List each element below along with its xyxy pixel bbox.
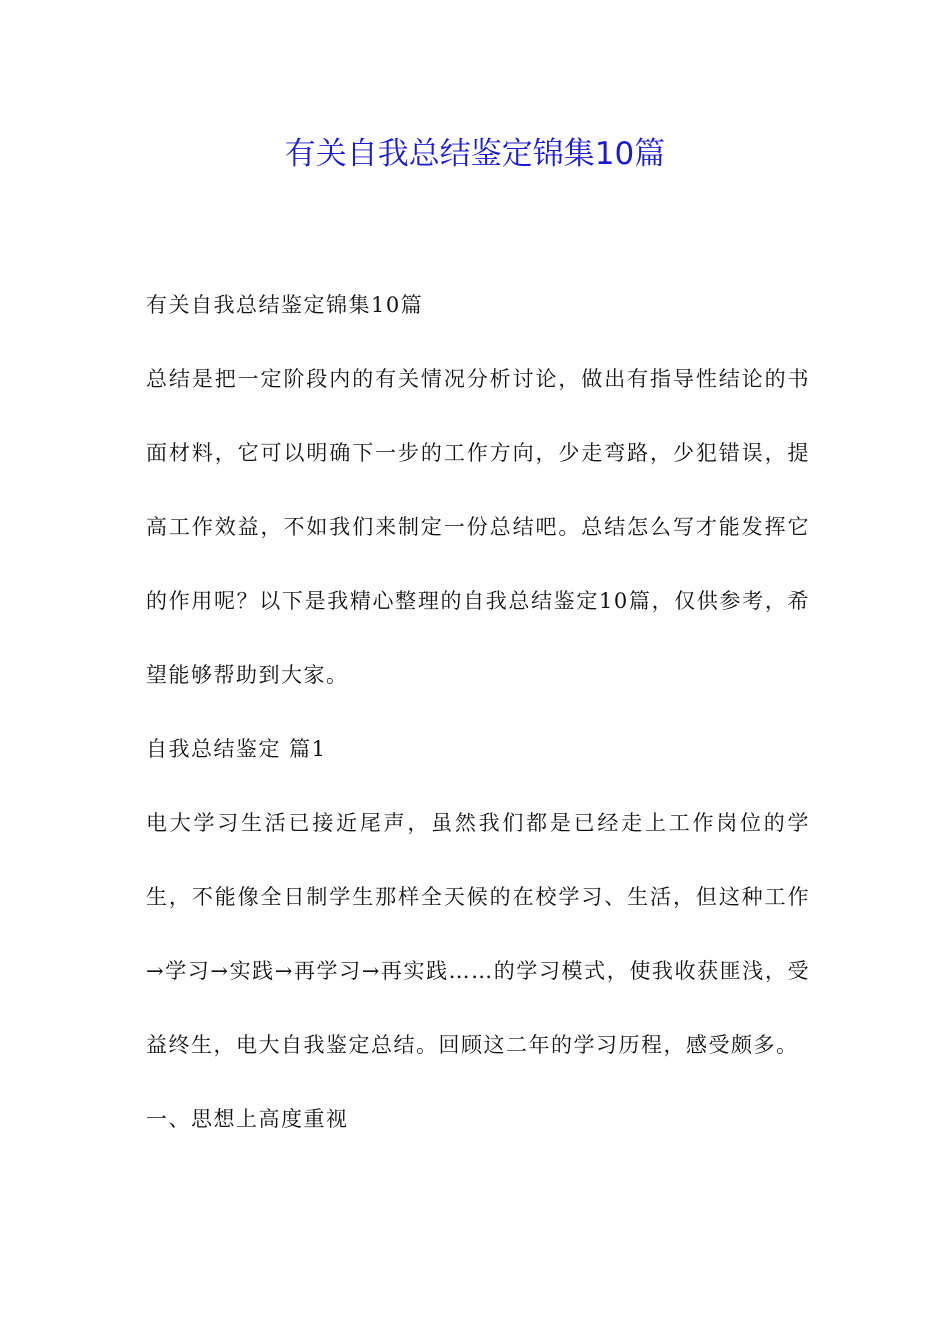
intro-paragraph: 总结是把一定阶段内的有关情况分析讨论，做出有指导性结论的书面材料，它可以明确下一步的工作方向，少走弯路，少犯错误，提高工作效益，不如我们来制定一份总结吧。总结怎么写才能发挥它的作用呢？以下是我精心整理的自我总结鉴定10篇，仅供参考，希望能够帮助到大家。 — [146, 367, 810, 687]
section-heading: 自我总结鉴定 篇1 — [146, 737, 327, 761]
point-heading: 一、思想上高度重视 — [146, 1107, 349, 1131]
document-subtitle: 有关自我总结鉴定锦集10篇 — [146, 293, 424, 317]
section-paragraph: 电大学习生活已接近尾声，虽然我们都是已经走上工作岗位的学生，不能像全日制学生那样全天候的在校学习、生活，但这种工作→学习→实践→再学习→再实践……的学习模式，使我收获匪浅，受益终生，电大自我鉴定总结。回顾这二年的学习历程，感受颇多。 — [146, 811, 810, 1057]
document-body — [146, 268, 810, 1156]
document-title: 有关自我总结鉴定锦集10篇 — [284, 136, 666, 172]
